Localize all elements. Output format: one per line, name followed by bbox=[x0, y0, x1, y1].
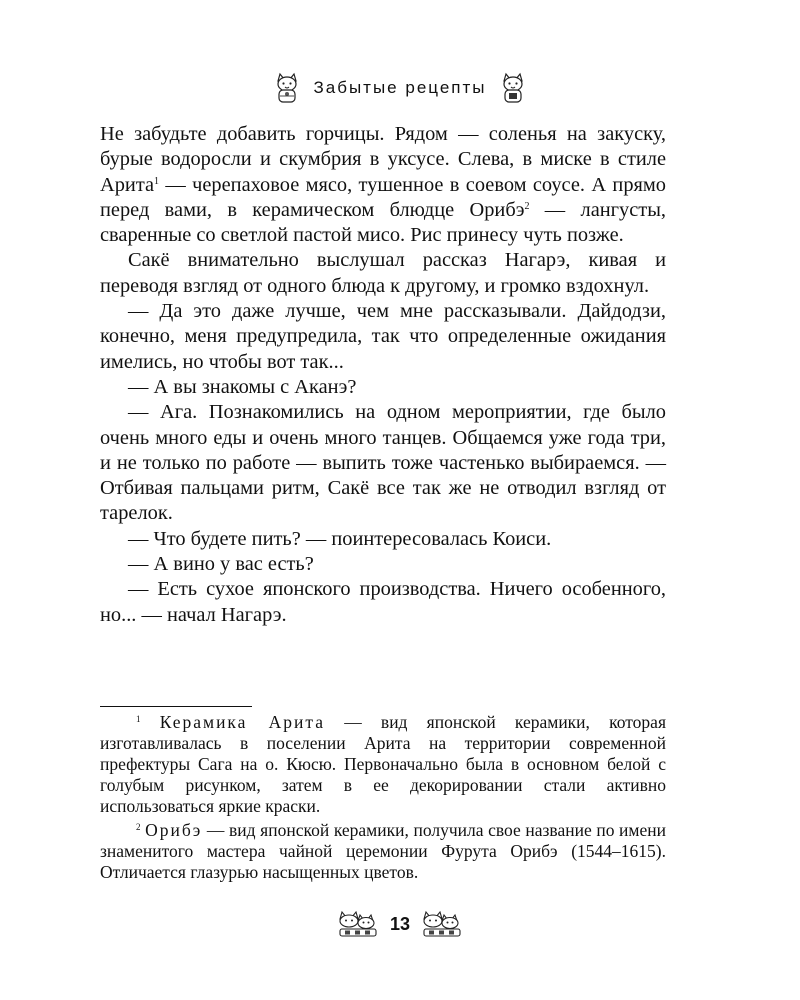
sushi-cats-icon bbox=[420, 909, 464, 939]
footnote-ref: 1 bbox=[154, 175, 160, 187]
page-footer bbox=[0, 904, 800, 944]
running-header bbox=[0, 68, 800, 108]
paragraph: — Есть сухое японского производства. Ничего особенного, но... — начал Нагарэ. bbox=[100, 578, 666, 626]
paragraph: — Ага. Познакомились на одном мероприятии, где было очень много еды и очень много танцев. Общаемся уже года три, и не только по работе — выпить тоже частенько выбираемся. — Отбивая пальцами ритм, Сакё все так же не отводил взгляд от тарелок. bbox=[100, 401, 666, 525]
paragraph: Не забудьте добавить горчицы. Рядом — соленья на закуску, бурые водоросли и скумбрия в уксусе. Слева, в миске в стиле Арита$^1$ — черепаховое мясо, тушенное в соевом соусе. А прямо перед вами, в керамическом блюдце Орибэ$^2$ — лангусты, сваренные со светлой пастой мисо. Рис принесу чуть позже. bbox=[100, 123, 666, 247]
paragraph: Сакё внимательно выслушал рассказ Нагарэ, кивая и переводя взгляд от одного блюда к другому, и громко вздохнул. bbox=[100, 249, 666, 297]
page-number: 13 bbox=[389, 913, 411, 934]
paragraph: — Да это даже лучше, чем мне рассказывали. Дайдодзи, конечно, меня предупредила, так что определенные ожидания имелись, но чтобы вот так... bbox=[100, 300, 666, 373]
paragraph: — А вино у вас есть? bbox=[128, 553, 314, 576]
footnote: $^2$ Орибэ — вид японской керамики, получила свое название по имени знаменитого мастера чайной церемонии Фурута Орибэ (1544–1615). Отличается глазурью насыщенных цветов. bbox=[100, 820, 666, 882]
footnote-term: Орибэ bbox=[145, 820, 203, 840]
sushi-cats-icon bbox=[336, 909, 380, 939]
paragraph: — А вы знакомы с Аканэ? bbox=[128, 375, 357, 398]
maneki-neko-cat-icon bbox=[272, 72, 302, 104]
maneki-neko-cat-icon bbox=[498, 72, 528, 104]
running-title: Забытые рецепты bbox=[313, 78, 487, 97]
footnote-ref: 2 bbox=[524, 200, 530, 212]
footnote-term: Керамика Арита bbox=[159, 712, 326, 732]
body-text bbox=[100, 122, 666, 628]
footnotes bbox=[100, 712, 666, 886]
paragraph: — Что будете пить? — поинтересовалась Коиси. bbox=[128, 527, 552, 550]
footnote: $^1$ Керамика Арита — вид японской керамики, которая изготавливалась в поселении Арита на территории современной префектуры Сага на о. Кюсю. Первоначально была в основном белой с голубым рисунком, затем в ее декорировании стали активно использоваться яркие краски. bbox=[100, 712, 666, 816]
footnote-divider bbox=[100, 706, 252, 707]
